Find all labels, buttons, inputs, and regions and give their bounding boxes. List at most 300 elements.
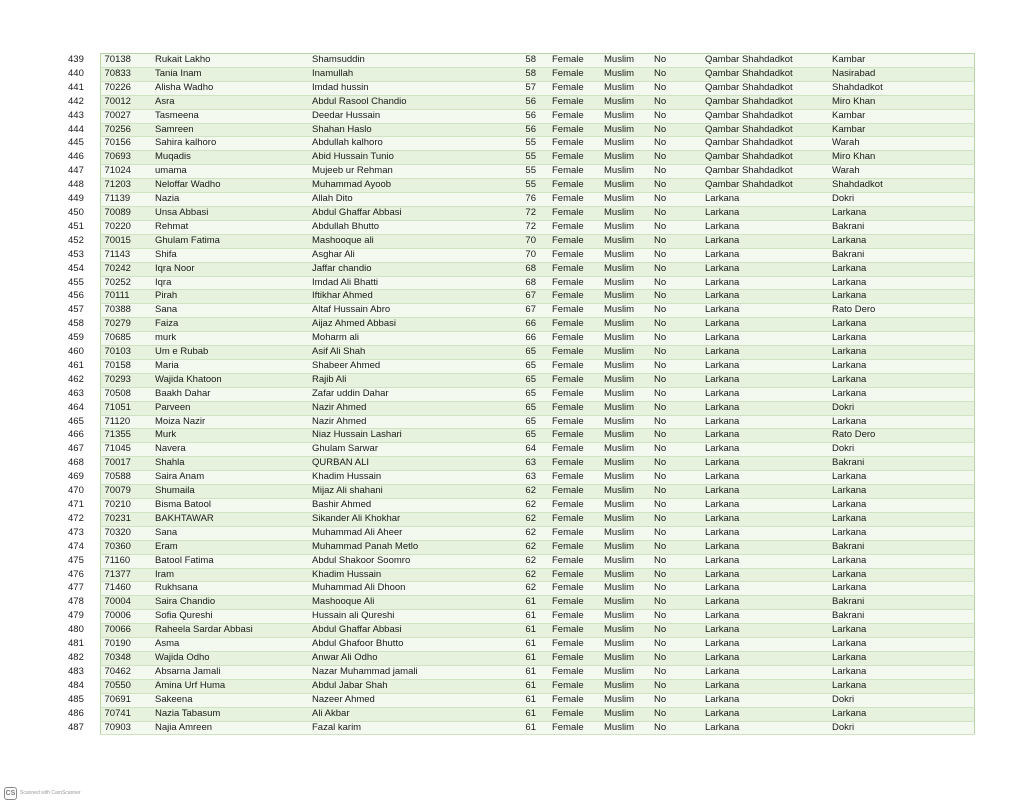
table-row: [58, 318, 974, 332]
disability-flag-cell: No: [650, 610, 701, 624]
candidate-name-cell: Saira Anam: [151, 471, 308, 485]
district-cell: Qambar Shahdadkot: [701, 123, 828, 137]
gender-cell: Female: [548, 638, 600, 652]
tehsil-cell: Bakrani: [828, 220, 974, 234]
district-cell: Larkana: [701, 457, 828, 471]
gender-cell: Female: [548, 346, 600, 360]
candidate-name-cell: Sana: [151, 526, 308, 540]
candidate-id-cell: 71460: [100, 582, 151, 596]
candidate-id-cell: 70348: [100, 651, 151, 665]
table-row: [58, 54, 974, 68]
age-cell: 62: [495, 540, 548, 554]
religion-cell: Muslim: [600, 526, 650, 540]
gender-cell: Female: [548, 471, 600, 485]
age-cell: 61: [495, 679, 548, 693]
gender-cell: Female: [548, 499, 600, 513]
table-row: [58, 693, 974, 707]
disability-flag-cell: No: [650, 624, 701, 638]
tehsil-cell: Bakrani: [828, 540, 974, 554]
tehsil-cell: Larkana: [828, 568, 974, 582]
gender-cell: Female: [548, 179, 600, 193]
candidate-id-cell: 71377: [100, 568, 151, 582]
age-cell: 66: [495, 318, 548, 332]
disability-flag-cell: No: [650, 234, 701, 248]
district-cell: Larkana: [701, 582, 828, 596]
father-name-cell: Shahan Haslo: [308, 123, 495, 137]
district-cell: Larkana: [701, 679, 828, 693]
candidate-name-cell: Maria: [151, 359, 308, 373]
religion-cell: Muslim: [600, 596, 650, 610]
candidate-name-cell: Sana: [151, 304, 308, 318]
candidate-name-cell: Navera: [151, 443, 308, 457]
district-cell: Larkana: [701, 610, 828, 624]
religion-cell: Muslim: [600, 346, 650, 360]
candidate-id-cell: 70079: [100, 485, 151, 499]
religion-cell: Muslim: [600, 290, 650, 304]
district-cell: Larkana: [701, 220, 828, 234]
candidate-name-cell: Eram: [151, 540, 308, 554]
religion-cell: Muslim: [600, 304, 650, 318]
candidate-name-cell: BAKHTAWAR: [151, 512, 308, 526]
religion-cell: Muslim: [600, 610, 650, 624]
father-name-cell: Abdullah Bhutto: [308, 220, 495, 234]
father-name-cell: Abdul Shakoor Soomro: [308, 554, 495, 568]
candidate-name-cell: Amina Urf Huma: [151, 679, 308, 693]
candidate-name-cell: Asra: [151, 95, 308, 109]
candidate-id-cell: 70156: [100, 137, 151, 151]
district-cell: Larkana: [701, 512, 828, 526]
candidate-id-cell: 70388: [100, 304, 151, 318]
district-cell: Larkana: [701, 415, 828, 429]
disability-flag-cell: No: [650, 679, 701, 693]
tehsil-cell: Larkana: [828, 582, 974, 596]
age-cell: 61: [495, 721, 548, 735]
religion-cell: Muslim: [600, 429, 650, 443]
gender-cell: Female: [548, 220, 600, 234]
tehsil-cell: Larkana: [828, 415, 974, 429]
disability-flag-cell: No: [650, 151, 701, 165]
gender-cell: Female: [548, 54, 600, 68]
religion-cell: Muslim: [600, 137, 650, 151]
age-cell: 61: [495, 693, 548, 707]
table-row: [58, 540, 974, 554]
serial-number-cell: 470: [58, 485, 100, 499]
district-cell: Larkana: [701, 638, 828, 652]
gender-cell: Female: [548, 485, 600, 499]
district-cell: Larkana: [701, 540, 828, 554]
camscanner-logo: CS: [4, 787, 17, 800]
candidate-name-cell: Faiza: [151, 318, 308, 332]
father-name-cell: Asghar Ali: [308, 248, 495, 262]
disability-flag-cell: No: [650, 471, 701, 485]
disability-flag-cell: No: [650, 81, 701, 95]
disability-flag-cell: No: [650, 582, 701, 596]
candidate-id-cell: 70903: [100, 721, 151, 735]
religion-cell: Muslim: [600, 693, 650, 707]
gender-cell: Female: [548, 554, 600, 568]
religion-cell: Muslim: [600, 109, 650, 123]
gender-cell: Female: [548, 290, 600, 304]
age-cell: 58: [495, 67, 548, 81]
serial-number-cell: 469: [58, 471, 100, 485]
candidate-id-cell: 71120: [100, 415, 151, 429]
candidate-id-cell: 70066: [100, 624, 151, 638]
tehsil-cell: Larkana: [828, 373, 974, 387]
father-name-cell: Khadim Hussain: [308, 568, 495, 582]
father-name-cell: Nazar Muhammad jamali: [308, 665, 495, 679]
gender-cell: Female: [548, 248, 600, 262]
candidate-name-cell: Rukhsana: [151, 582, 308, 596]
age-cell: 63: [495, 457, 548, 471]
father-name-cell: Rajib Ali: [308, 373, 495, 387]
district-cell: Larkana: [701, 346, 828, 360]
father-name-cell: Mijaz Ali shahani: [308, 485, 495, 499]
age-cell: 62: [495, 485, 548, 499]
age-cell: 61: [495, 665, 548, 679]
district-cell: Qambar Shahdadkot: [701, 109, 828, 123]
disability-flag-cell: No: [650, 665, 701, 679]
father-name-cell: Abdul Ghaffar Abbasi: [308, 624, 495, 638]
disability-flag-cell: No: [650, 206, 701, 220]
tehsil-cell: Larkana: [828, 638, 974, 652]
disability-flag-cell: No: [650, 276, 701, 290]
district-cell: Qambar Shahdadkot: [701, 67, 828, 81]
candidate-id-cell: 71024: [100, 165, 151, 179]
candidate-id-cell: 70550: [100, 679, 151, 693]
table-row: [58, 457, 974, 471]
candidate-name-cell: Parveen: [151, 401, 308, 415]
tehsil-cell: Larkana: [828, 276, 974, 290]
religion-cell: Muslim: [600, 665, 650, 679]
candidate-id-cell: 70293: [100, 373, 151, 387]
religion-cell: Muslim: [600, 457, 650, 471]
candidate-id-cell: 71355: [100, 429, 151, 443]
table-row: [58, 499, 974, 513]
age-cell: 56: [495, 123, 548, 137]
age-cell: 55: [495, 137, 548, 151]
religion-cell: Muslim: [600, 443, 650, 457]
father-name-cell: Niaz Hussain Lashari: [308, 429, 495, 443]
candidate-id-cell: 70103: [100, 346, 151, 360]
religion-cell: Muslim: [600, 387, 650, 401]
candidate-id-cell: 70360: [100, 540, 151, 554]
district-cell: Larkana: [701, 707, 828, 721]
district-cell: Larkana: [701, 526, 828, 540]
gender-cell: Female: [548, 443, 600, 457]
table-row: [58, 206, 974, 220]
serial-number-cell: 465: [58, 415, 100, 429]
gender-cell: Female: [548, 457, 600, 471]
age-cell: 67: [495, 304, 548, 318]
religion-cell: Muslim: [600, 651, 650, 665]
father-name-cell: Jaffar chandio: [308, 262, 495, 276]
district-cell: Larkana: [701, 332, 828, 346]
table-row: [58, 373, 974, 387]
religion-cell: Muslim: [600, 95, 650, 109]
candidate-id-cell: 70004: [100, 596, 151, 610]
serial-number-cell: 440: [58, 67, 100, 81]
district-cell: Qambar Shahdadkot: [701, 95, 828, 109]
candidate-id-cell: 70320: [100, 526, 151, 540]
tehsil-cell: Larkana: [828, 707, 974, 721]
age-cell: 68: [495, 262, 548, 276]
age-cell: 62: [495, 526, 548, 540]
district-cell: Larkana: [701, 429, 828, 443]
table-row: [58, 165, 974, 179]
age-cell: 61: [495, 624, 548, 638]
table-row: [58, 262, 974, 276]
gender-cell: Female: [548, 137, 600, 151]
father-name-cell: Abdul Rasool Chandio: [308, 95, 495, 109]
age-cell: 70: [495, 248, 548, 262]
religion-cell: Muslim: [600, 276, 650, 290]
disability-flag-cell: No: [650, 651, 701, 665]
age-cell: 72: [495, 206, 548, 220]
serial-number-cell: 475: [58, 554, 100, 568]
table-row: [58, 290, 974, 304]
religion-cell: Muslim: [600, 262, 650, 276]
district-cell: Larkana: [701, 304, 828, 318]
table-row: [58, 415, 974, 429]
gender-cell: Female: [548, 568, 600, 582]
age-cell: 61: [495, 638, 548, 652]
gender-cell: Female: [548, 304, 600, 318]
age-cell: 67: [495, 290, 548, 304]
table-row: [58, 137, 974, 151]
religion-cell: Muslim: [600, 499, 650, 513]
district-cell: Larkana: [701, 651, 828, 665]
gender-cell: Female: [548, 596, 600, 610]
father-name-cell: Abdullah kalhoro: [308, 137, 495, 151]
serial-number-cell: 450: [58, 206, 100, 220]
age-cell: 55: [495, 179, 548, 193]
tehsil-cell: Larkana: [828, 206, 974, 220]
disability-flag-cell: No: [650, 429, 701, 443]
gender-cell: Female: [548, 721, 600, 735]
candidate-name-cell: Shifa: [151, 248, 308, 262]
tehsil-cell: Dokri: [828, 721, 974, 735]
district-cell: Larkana: [701, 359, 828, 373]
disability-flag-cell: No: [650, 304, 701, 318]
table-row: [58, 359, 974, 373]
candidate-id-cell: 70741: [100, 707, 151, 721]
religion-cell: Muslim: [600, 401, 650, 415]
candidate-name-cell: Shumaila: [151, 485, 308, 499]
disability-flag-cell: No: [650, 512, 701, 526]
district-cell: Qambar Shahdadkot: [701, 151, 828, 165]
serial-number-cell: 452: [58, 234, 100, 248]
disability-flag-cell: No: [650, 499, 701, 513]
table-row: [58, 220, 974, 234]
district-cell: Larkana: [701, 471, 828, 485]
religion-cell: Muslim: [600, 721, 650, 735]
age-cell: 58: [495, 54, 548, 68]
age-cell: 62: [495, 582, 548, 596]
tehsil-cell: Larkana: [828, 624, 974, 638]
district-cell: Larkana: [701, 234, 828, 248]
serial-number-cell: 467: [58, 443, 100, 457]
candidate-name-cell: Um e Rubab: [151, 346, 308, 360]
gender-cell: Female: [548, 679, 600, 693]
tehsil-cell: Larkana: [828, 387, 974, 401]
disability-flag-cell: No: [650, 568, 701, 582]
candidate-id-cell: 71143: [100, 248, 151, 262]
disability-flag-cell: No: [650, 387, 701, 401]
candidate-name-cell: umama: [151, 165, 308, 179]
table-row: [58, 610, 974, 624]
gender-cell: Female: [548, 165, 600, 179]
table-row: [58, 81, 974, 95]
age-cell: 61: [495, 596, 548, 610]
serial-number-cell: 473: [58, 526, 100, 540]
table-row: [58, 582, 974, 596]
table-row: [58, 67, 974, 81]
age-cell: 65: [495, 346, 548, 360]
father-name-cell: Muhammad Ayoob: [308, 179, 495, 193]
candidate-name-cell: Ghulam Fatima: [151, 234, 308, 248]
serial-number-cell: 480: [58, 624, 100, 638]
religion-cell: Muslim: [600, 568, 650, 582]
tehsil-cell: Miro Khan: [828, 95, 974, 109]
gender-cell: Female: [548, 429, 600, 443]
gender-cell: Female: [548, 206, 600, 220]
tehsil-cell: Larkana: [828, 290, 974, 304]
religion-cell: Muslim: [600, 679, 650, 693]
table-row: [58, 721, 974, 735]
candidate-name-cell: Nazia: [151, 193, 308, 207]
disability-flag-cell: No: [650, 401, 701, 415]
father-name-cell: Nazir Ahmed: [308, 401, 495, 415]
tehsil-cell: Larkana: [828, 526, 974, 540]
gender-cell: Female: [548, 707, 600, 721]
age-cell: 64: [495, 443, 548, 457]
age-cell: 70: [495, 234, 548, 248]
district-cell: Larkana: [701, 596, 828, 610]
candidate-id-cell: 70242: [100, 262, 151, 276]
religion-cell: Muslim: [600, 415, 650, 429]
table-row: [58, 179, 974, 193]
father-name-cell: Zafar uddin Dahar: [308, 387, 495, 401]
serial-number-cell: 456: [58, 290, 100, 304]
religion-cell: Muslim: [600, 540, 650, 554]
table-row: [58, 471, 974, 485]
gender-cell: Female: [548, 610, 600, 624]
candidate-id-cell: 70138: [100, 54, 151, 68]
district-cell: Qambar Shahdadkot: [701, 179, 828, 193]
gender-cell: Female: [548, 276, 600, 290]
serial-number-cell: 445: [58, 137, 100, 151]
serial-number-cell: 476: [58, 568, 100, 582]
religion-cell: Muslim: [600, 67, 650, 81]
candidate-name-cell: Saira Chandio: [151, 596, 308, 610]
candidate-id-cell: 70256: [100, 123, 151, 137]
tehsil-cell: Nasirabad: [828, 67, 974, 81]
tehsil-cell: Larkana: [828, 679, 974, 693]
father-name-cell: Abdul Ghafoor Bhutto: [308, 638, 495, 652]
candidate-name-cell: Wajida Khatoon: [151, 373, 308, 387]
disability-flag-cell: No: [650, 67, 701, 81]
district-cell: Qambar Shahdadkot: [701, 54, 828, 68]
candidate-id-cell: 70462: [100, 665, 151, 679]
disability-flag-cell: No: [650, 109, 701, 123]
disability-flag-cell: No: [650, 95, 701, 109]
candidate-id-cell: 70190: [100, 638, 151, 652]
district-cell: Larkana: [701, 665, 828, 679]
religion-cell: Muslim: [600, 193, 650, 207]
serial-number-cell: 443: [58, 109, 100, 123]
gender-cell: Female: [548, 359, 600, 373]
father-name-cell: Mashooque Ali: [308, 596, 495, 610]
serial-number-cell: 483: [58, 665, 100, 679]
father-name-cell: Deedar Hussain: [308, 109, 495, 123]
age-cell: 65: [495, 429, 548, 443]
serial-number-cell: 449: [58, 193, 100, 207]
gender-cell: Female: [548, 81, 600, 95]
serial-number-cell: 446: [58, 151, 100, 165]
disability-flag-cell: No: [650, 443, 701, 457]
serial-number-cell: 451: [58, 220, 100, 234]
father-name-cell: Abdul Jabar Shah: [308, 679, 495, 693]
candidate-id-cell: 70231: [100, 512, 151, 526]
age-cell: 55: [495, 165, 548, 179]
candidate-id-cell: 70693: [100, 151, 151, 165]
serial-number-cell: 439: [58, 54, 100, 68]
candidate-id-cell: 70220: [100, 220, 151, 234]
father-name-cell: Khadim Hussain: [308, 471, 495, 485]
gender-cell: Female: [548, 582, 600, 596]
candidate-name-cell: Shahla: [151, 457, 308, 471]
table-row: [58, 443, 974, 457]
religion-cell: Muslim: [600, 234, 650, 248]
gender-cell: Female: [548, 123, 600, 137]
table-row: [58, 512, 974, 526]
tehsil-cell: Larkana: [828, 359, 974, 373]
gender-cell: Female: [548, 387, 600, 401]
serial-number-cell: 481: [58, 638, 100, 652]
serial-number-cell: 458: [58, 318, 100, 332]
candidate-id-cell: 70588: [100, 471, 151, 485]
district-cell: Larkana: [701, 262, 828, 276]
religion-cell: Muslim: [600, 179, 650, 193]
table-body: [58, 54, 974, 735]
disability-flag-cell: No: [650, 193, 701, 207]
gender-cell: Female: [548, 665, 600, 679]
father-name-cell: Abdul Ghaffar Abbasi: [308, 206, 495, 220]
religion-cell: Muslim: [600, 165, 650, 179]
age-cell: 61: [495, 651, 548, 665]
age-cell: 62: [495, 512, 548, 526]
candidate-name-cell: Rehmat: [151, 220, 308, 234]
tehsil-cell: Kambar: [828, 123, 974, 137]
candidate-id-cell: 70691: [100, 693, 151, 707]
scanner-watermark-text: Scanned with CamScanner: [20, 790, 81, 796]
candidate-id-cell: 70685: [100, 332, 151, 346]
candidate-name-cell: Bisma Batool: [151, 499, 308, 513]
district-cell: Larkana: [701, 276, 828, 290]
father-name-cell: Hussain ali Qureshi: [308, 610, 495, 624]
age-cell: 57: [495, 81, 548, 95]
tehsil-cell: Dokri: [828, 401, 974, 415]
father-name-cell: Bashir Ahmed: [308, 499, 495, 513]
candidate-name-cell: Samreen: [151, 123, 308, 137]
serial-number-cell: 484: [58, 679, 100, 693]
candidate-id-cell: 70210: [100, 499, 151, 513]
serial-number-cell: 471: [58, 499, 100, 513]
father-name-cell: Iftikhar Ahmed: [308, 290, 495, 304]
candidate-id-cell: 70111: [100, 290, 151, 304]
scanner-footer: [4, 786, 81, 800]
gender-cell: Female: [548, 415, 600, 429]
